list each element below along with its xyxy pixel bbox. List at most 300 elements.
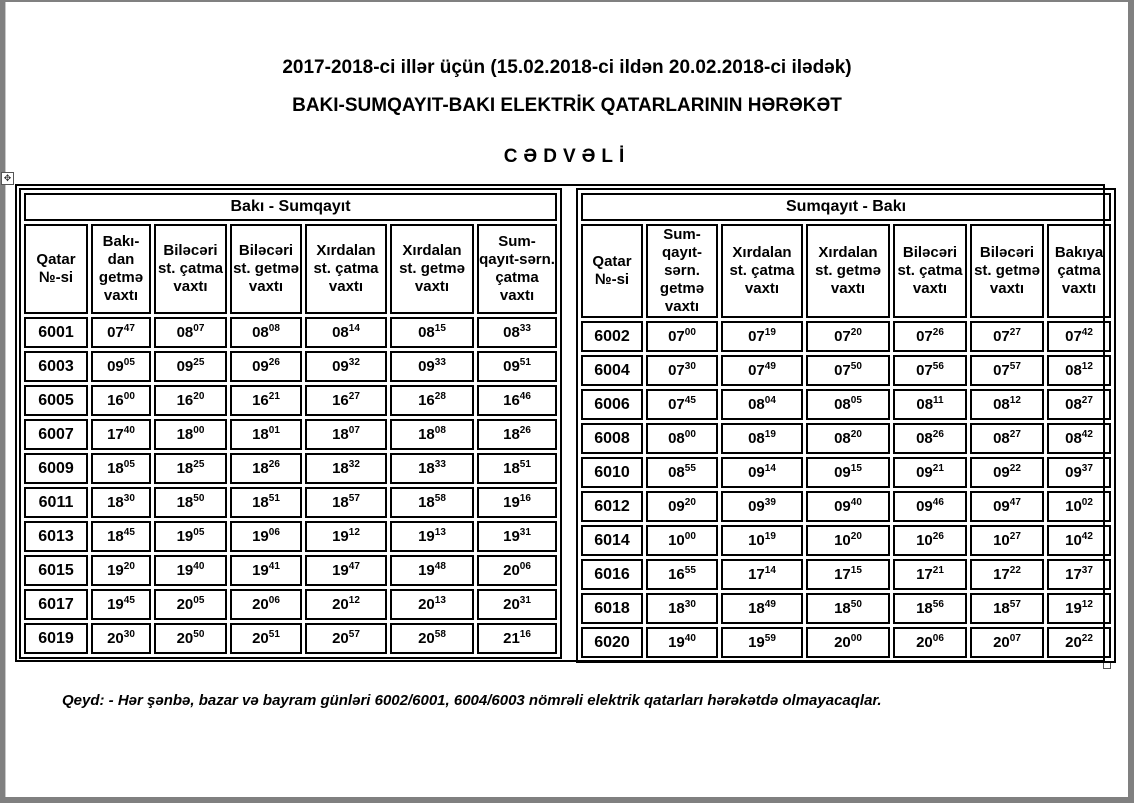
time-cell xyxy=(305,623,387,654)
time-minute: 57 xyxy=(1009,599,1021,610)
time-hour: 19 xyxy=(418,528,435,545)
time-cell xyxy=(91,589,151,620)
time-minute: 47 xyxy=(348,561,360,572)
time-cell xyxy=(390,555,474,586)
time-cell xyxy=(390,487,474,518)
time-cell xyxy=(806,593,890,624)
train-number: 6003 xyxy=(24,351,88,382)
time-hour: 07 xyxy=(993,362,1010,379)
train-number: 6016 xyxy=(581,559,643,590)
time-minute: 51 xyxy=(268,629,280,640)
time-minute: 26 xyxy=(268,459,280,470)
time-hour: 20 xyxy=(834,634,851,651)
time-hour: 09 xyxy=(916,498,933,515)
time-cell xyxy=(893,593,967,624)
train-number: 6012 xyxy=(581,491,643,522)
time-minute: 25 xyxy=(193,459,205,470)
column-header: Biləcəri st. çatma vaxtı xyxy=(893,224,967,318)
time-minute: 32 xyxy=(348,459,360,470)
time-minute: 00 xyxy=(684,429,696,440)
table-row xyxy=(24,317,557,348)
baku-sumqayit-panel xyxy=(19,188,556,658)
column-header: Xırdalan st. getmə vaxtı xyxy=(806,224,890,318)
time-cell xyxy=(91,351,151,382)
time-hour: 19 xyxy=(748,634,765,651)
time-cell xyxy=(646,559,718,590)
column-header: Bakıya çatma vaxtı xyxy=(1047,224,1111,318)
train-number: 6004 xyxy=(581,355,643,386)
time-hour: 08 xyxy=(834,396,851,413)
time-cell xyxy=(154,317,227,348)
time-minute: 06 xyxy=(268,595,280,606)
time-cell xyxy=(230,589,302,620)
time-hour: 07 xyxy=(748,362,765,379)
time-minute: 45 xyxy=(684,395,696,406)
time-hour: 09 xyxy=(418,358,435,375)
time-hour: 18 xyxy=(107,528,124,545)
time-hour: 07 xyxy=(668,396,685,413)
time-hour: 10 xyxy=(668,532,685,549)
time-cell xyxy=(970,627,1044,658)
time-minute: 22 xyxy=(1081,633,1093,644)
time-minute: 31 xyxy=(519,595,531,606)
time-minute: 08 xyxy=(434,425,446,436)
time-minute: 12 xyxy=(348,527,360,538)
time-minute: 59 xyxy=(764,633,776,644)
time-cell xyxy=(806,559,890,590)
time-cell xyxy=(154,487,227,518)
time-minute: 00 xyxy=(684,327,696,338)
time-hour: 20 xyxy=(418,596,435,613)
time-hour: 20 xyxy=(503,562,520,579)
time-hour: 19 xyxy=(418,562,435,579)
time-hour: 07 xyxy=(834,362,851,379)
time-hour: 19 xyxy=(332,562,349,579)
time-cell xyxy=(1047,491,1111,522)
column-header: Biləcəri st. çatma vaxtı xyxy=(154,224,227,314)
time-minute: 27 xyxy=(1009,429,1021,440)
time-minute: 14 xyxy=(348,323,360,334)
column-header: Biləcəri st. getmə vaxtı xyxy=(970,224,1044,318)
time-cell xyxy=(806,457,890,488)
time-minute: 15 xyxy=(850,463,862,474)
time-minute: 26 xyxy=(932,429,944,440)
time-minute: 04 xyxy=(764,395,776,406)
time-cell xyxy=(91,385,151,416)
time-cell xyxy=(1047,423,1111,454)
table-row xyxy=(24,385,557,416)
time-hour: 18 xyxy=(418,460,435,477)
column-header: Xırdalan st. çatma vaxtı xyxy=(305,224,387,314)
time-minute: 20 xyxy=(193,391,205,402)
time-hour: 07 xyxy=(668,328,685,345)
table-move-handle-icon[interactable]: ✥ xyxy=(1,172,14,185)
time-hour: 07 xyxy=(668,362,685,379)
time-hour: 18 xyxy=(176,460,194,477)
time-minute: 16 xyxy=(519,629,531,640)
time-hour: 20 xyxy=(1065,634,1082,651)
time-cell xyxy=(305,453,387,484)
time-cell xyxy=(970,491,1044,522)
train-number: 6014 xyxy=(581,525,643,556)
time-hour: 07 xyxy=(107,324,124,341)
sumqayit-baku-panel xyxy=(576,188,1109,658)
time-cell xyxy=(721,491,803,522)
table-row xyxy=(581,627,1111,658)
time-cell xyxy=(305,487,387,518)
time-hour: 20 xyxy=(503,596,520,613)
time-minute: 30 xyxy=(123,629,135,640)
time-cell xyxy=(477,555,557,586)
time-cell xyxy=(1047,559,1111,590)
time-minute: 58 xyxy=(434,493,446,504)
time-hour: 18 xyxy=(252,426,269,443)
time-hour: 08 xyxy=(668,464,685,481)
time-hour: 20 xyxy=(252,596,269,613)
time-hour: 09 xyxy=(107,358,124,375)
train-number: 6006 xyxy=(581,389,643,420)
time-cell xyxy=(806,491,890,522)
time-hour: 20 xyxy=(176,596,194,613)
time-cell xyxy=(154,521,227,552)
train-number: 6019 xyxy=(24,623,88,654)
time-minute: 22 xyxy=(1009,463,1021,474)
time-hour: 16 xyxy=(668,566,685,583)
time-minute: 51 xyxy=(519,459,531,470)
time-cell xyxy=(390,589,474,620)
time-cell xyxy=(970,389,1044,420)
time-cell xyxy=(646,593,718,624)
time-hour: 18 xyxy=(332,426,349,443)
time-minute: 12 xyxy=(1081,361,1093,372)
time-minute: 00 xyxy=(123,391,135,402)
time-minute: 39 xyxy=(764,497,776,508)
time-hour: 18 xyxy=(176,426,194,443)
time-cell xyxy=(91,487,151,518)
time-minute: 14 xyxy=(764,565,776,576)
time-hour: 18 xyxy=(916,600,933,617)
time-cell xyxy=(230,487,302,518)
time-hour: 21 xyxy=(503,630,520,647)
time-cell xyxy=(230,453,302,484)
time-minute: 58 xyxy=(434,629,446,640)
time-minute: 46 xyxy=(932,497,944,508)
time-cell xyxy=(893,355,967,386)
time-cell xyxy=(154,385,227,416)
time-cell xyxy=(893,491,967,522)
time-hour: 09 xyxy=(834,464,851,481)
time-minute: 27 xyxy=(1009,531,1021,542)
time-minute: 07 xyxy=(193,323,205,334)
time-minute: 05 xyxy=(193,595,205,606)
time-hour: 09 xyxy=(748,464,765,481)
time-hour: 18 xyxy=(418,426,435,443)
column-header: Qatar №-si xyxy=(581,224,643,318)
time-cell xyxy=(390,521,474,552)
time-cell xyxy=(154,589,227,620)
time-cell xyxy=(806,389,890,420)
time-minute: 11 xyxy=(933,395,944,406)
time-cell xyxy=(646,525,718,556)
time-cell xyxy=(154,623,227,654)
time-hour: 20 xyxy=(107,630,124,647)
time-cell xyxy=(893,321,967,352)
time-minute: 20 xyxy=(123,561,135,572)
time-hour: 07 xyxy=(834,328,851,345)
time-hour: 08 xyxy=(176,324,194,341)
time-hour: 09 xyxy=(1065,464,1082,481)
table-row xyxy=(581,525,1111,556)
time-minute: 22 xyxy=(1009,565,1021,576)
column-header: Biləcəri st. getmə vaxtı xyxy=(230,224,302,314)
time-minute: 49 xyxy=(764,361,776,372)
time-minute: 07 xyxy=(348,425,360,436)
time-cell xyxy=(646,321,718,352)
time-hour: 18 xyxy=(834,600,851,617)
time-minute: 30 xyxy=(684,599,696,610)
time-hour: 09 xyxy=(748,498,765,515)
time-hour: 19 xyxy=(252,528,269,545)
table-row xyxy=(581,389,1111,420)
time-hour: 08 xyxy=(1065,362,1082,379)
time-minute: 20 xyxy=(850,429,862,440)
time-hour: 08 xyxy=(1065,396,1082,413)
train-number: 6020 xyxy=(581,627,643,658)
time-minute: 41 xyxy=(268,561,280,572)
time-minute: 26 xyxy=(268,357,280,368)
time-minute: 27 xyxy=(1081,395,1093,406)
time-minute: 33 xyxy=(519,323,531,334)
time-hour: 09 xyxy=(252,358,269,375)
time-minute: 00 xyxy=(193,425,205,436)
time-cell xyxy=(721,627,803,658)
time-cell xyxy=(646,627,718,658)
time-minute: 51 xyxy=(519,357,531,368)
time-minute: 40 xyxy=(193,561,205,572)
time-cell xyxy=(305,317,387,348)
time-cell xyxy=(721,423,803,454)
sumqayit-baku-table xyxy=(576,188,1116,663)
time-hour: 20 xyxy=(916,634,933,651)
time-hour: 17 xyxy=(834,566,851,583)
time-cell xyxy=(646,355,718,386)
train-number: 6002 xyxy=(581,321,643,352)
time-minute: 19 xyxy=(764,531,776,542)
time-minute: 26 xyxy=(932,531,944,542)
time-cell xyxy=(477,521,557,552)
time-hour: 08 xyxy=(993,396,1010,413)
time-minute: 37 xyxy=(1081,565,1093,576)
time-minute: 26 xyxy=(932,327,944,338)
time-hour: 20 xyxy=(993,634,1010,651)
time-cell xyxy=(806,627,890,658)
time-cell xyxy=(721,525,803,556)
time-hour: 19 xyxy=(107,562,124,579)
time-minute: 05 xyxy=(850,395,862,406)
time-cell xyxy=(91,419,151,450)
time-cell xyxy=(305,385,387,416)
time-hour: 08 xyxy=(916,396,934,413)
time-minute: 12 xyxy=(1081,599,1093,610)
time-minute: 32 xyxy=(348,357,360,368)
time-hour: 18 xyxy=(107,494,124,511)
time-cell xyxy=(477,351,557,382)
time-hour: 08 xyxy=(418,324,435,341)
time-hour: 18 xyxy=(252,460,269,477)
time-cell xyxy=(970,525,1044,556)
time-hour: 18 xyxy=(332,494,349,511)
time-cell xyxy=(721,559,803,590)
time-cell xyxy=(893,457,967,488)
time-minute: 15 xyxy=(434,323,446,334)
time-hour: 07 xyxy=(916,328,933,345)
time-cell xyxy=(1047,457,1111,488)
time-cell xyxy=(91,317,151,348)
time-minute: 47 xyxy=(123,323,135,334)
time-cell xyxy=(1047,321,1111,352)
time-hour: 08 xyxy=(916,430,933,447)
time-hour: 08 xyxy=(1065,430,1082,447)
time-cell xyxy=(1047,593,1111,624)
time-cell xyxy=(305,589,387,620)
time-minute: 13 xyxy=(434,595,446,606)
time-hour: 18 xyxy=(503,460,520,477)
time-cell xyxy=(721,321,803,352)
time-minute: 33 xyxy=(434,459,446,470)
time-minute: 46 xyxy=(519,391,531,402)
time-cell xyxy=(1047,355,1111,386)
time-minute: 21 xyxy=(268,391,280,402)
time-minute: 57 xyxy=(348,493,360,504)
table-row xyxy=(24,589,557,620)
time-minute: 31 xyxy=(519,527,531,538)
time-cell xyxy=(477,385,557,416)
time-minute: 01 xyxy=(268,425,280,436)
time-minute: 00 xyxy=(850,633,862,644)
time-minute: 30 xyxy=(684,361,696,372)
column-header: Xırdalan st. getmə vaxtı xyxy=(390,224,474,314)
time-minute: 45 xyxy=(123,595,135,606)
time-hour: 18 xyxy=(993,600,1010,617)
table-row xyxy=(581,423,1111,454)
time-hour: 20 xyxy=(332,630,349,647)
time-cell xyxy=(646,423,718,454)
time-cell xyxy=(806,423,890,454)
time-cell xyxy=(893,389,967,420)
time-cell xyxy=(390,351,474,382)
time-hour: 07 xyxy=(1065,328,1082,345)
table-row xyxy=(581,559,1111,590)
time-hour: 09 xyxy=(176,358,194,375)
time-minute: 27 xyxy=(348,391,360,402)
time-hour: 20 xyxy=(176,630,194,647)
time-hour: 07 xyxy=(993,328,1010,345)
time-cell xyxy=(305,351,387,382)
time-minute: 15 xyxy=(850,565,862,576)
time-minute: 05 xyxy=(193,527,205,538)
time-hour: 08 xyxy=(748,430,765,447)
direction-header-row xyxy=(24,193,557,221)
time-cell xyxy=(154,351,227,382)
time-minute: 12 xyxy=(348,595,360,606)
table-row xyxy=(581,593,1111,624)
column-header: Sum-qayıt-sərn. getmə vaxtı xyxy=(646,224,718,318)
time-minute: 20 xyxy=(850,327,862,338)
time-hour: 08 xyxy=(834,430,851,447)
time-minute: 20 xyxy=(850,531,862,542)
time-minute: 51 xyxy=(268,493,280,504)
time-cell xyxy=(390,385,474,416)
time-cell xyxy=(91,555,151,586)
time-hour: 19 xyxy=(332,528,349,545)
time-cell xyxy=(721,457,803,488)
footnote: Qeyd: - Hər şənbə, bazar və bayram günləri 6002/6001, 6004/6003 nömrəli elektrik qatarları hərəkətdə olmayacaqlar. xyxy=(62,692,882,709)
time-hour: 18 xyxy=(252,494,269,511)
time-hour: 07 xyxy=(748,328,765,345)
time-minute: 40 xyxy=(123,425,135,436)
baku-sumqayit-table xyxy=(19,188,562,659)
time-hour: 18 xyxy=(503,426,520,443)
time-minute: 55 xyxy=(684,463,696,474)
train-number: 6008 xyxy=(581,423,643,454)
time-hour: 09 xyxy=(916,464,933,481)
time-hour: 20 xyxy=(252,630,269,647)
time-hour: 09 xyxy=(834,498,851,515)
column-header: Qatar №-si xyxy=(24,224,88,314)
time-hour: 19 xyxy=(503,528,520,545)
time-minute: 47 xyxy=(1009,497,1021,508)
time-cell xyxy=(893,559,967,590)
time-hour: 17 xyxy=(107,426,124,443)
time-hour: 18 xyxy=(748,600,765,617)
time-hour: 18 xyxy=(332,460,349,477)
time-cell xyxy=(806,525,890,556)
time-minute: 45 xyxy=(123,527,135,538)
time-cell xyxy=(230,623,302,654)
table-row xyxy=(24,555,557,586)
train-number: 6005 xyxy=(24,385,88,416)
time-minute: 06 xyxy=(268,527,280,538)
train-number: 6001 xyxy=(24,317,88,348)
time-cell xyxy=(893,525,967,556)
direction-header-row xyxy=(581,193,1111,221)
time-cell xyxy=(477,419,557,450)
time-cell xyxy=(646,491,718,522)
time-minute: 55 xyxy=(684,565,696,576)
train-number: 6013 xyxy=(24,521,88,552)
table-row xyxy=(24,521,557,552)
time-hour: 20 xyxy=(332,596,349,613)
time-cell xyxy=(970,593,1044,624)
time-cell xyxy=(477,453,557,484)
column-header-row xyxy=(581,224,1111,318)
time-minute: 06 xyxy=(519,561,531,572)
time-hour: 18 xyxy=(107,460,124,477)
time-hour: 17 xyxy=(916,566,933,583)
time-cell xyxy=(477,589,557,620)
time-hour: 17 xyxy=(993,566,1010,583)
time-hour: 10 xyxy=(1065,532,1082,549)
time-hour: 18 xyxy=(418,494,435,511)
time-minute: 05 xyxy=(123,459,135,470)
time-cell xyxy=(1047,627,1111,658)
time-minute: 07 xyxy=(1009,633,1021,644)
time-minute: 25 xyxy=(193,357,205,368)
title-period: 2017-2018-ci illər üçün (15.02.2018-ci ildən 20.02.2018-ci ilədək) xyxy=(282,57,852,78)
time-cell xyxy=(477,623,557,654)
time-minute: 49 xyxy=(764,599,776,610)
time-cell xyxy=(154,419,227,450)
